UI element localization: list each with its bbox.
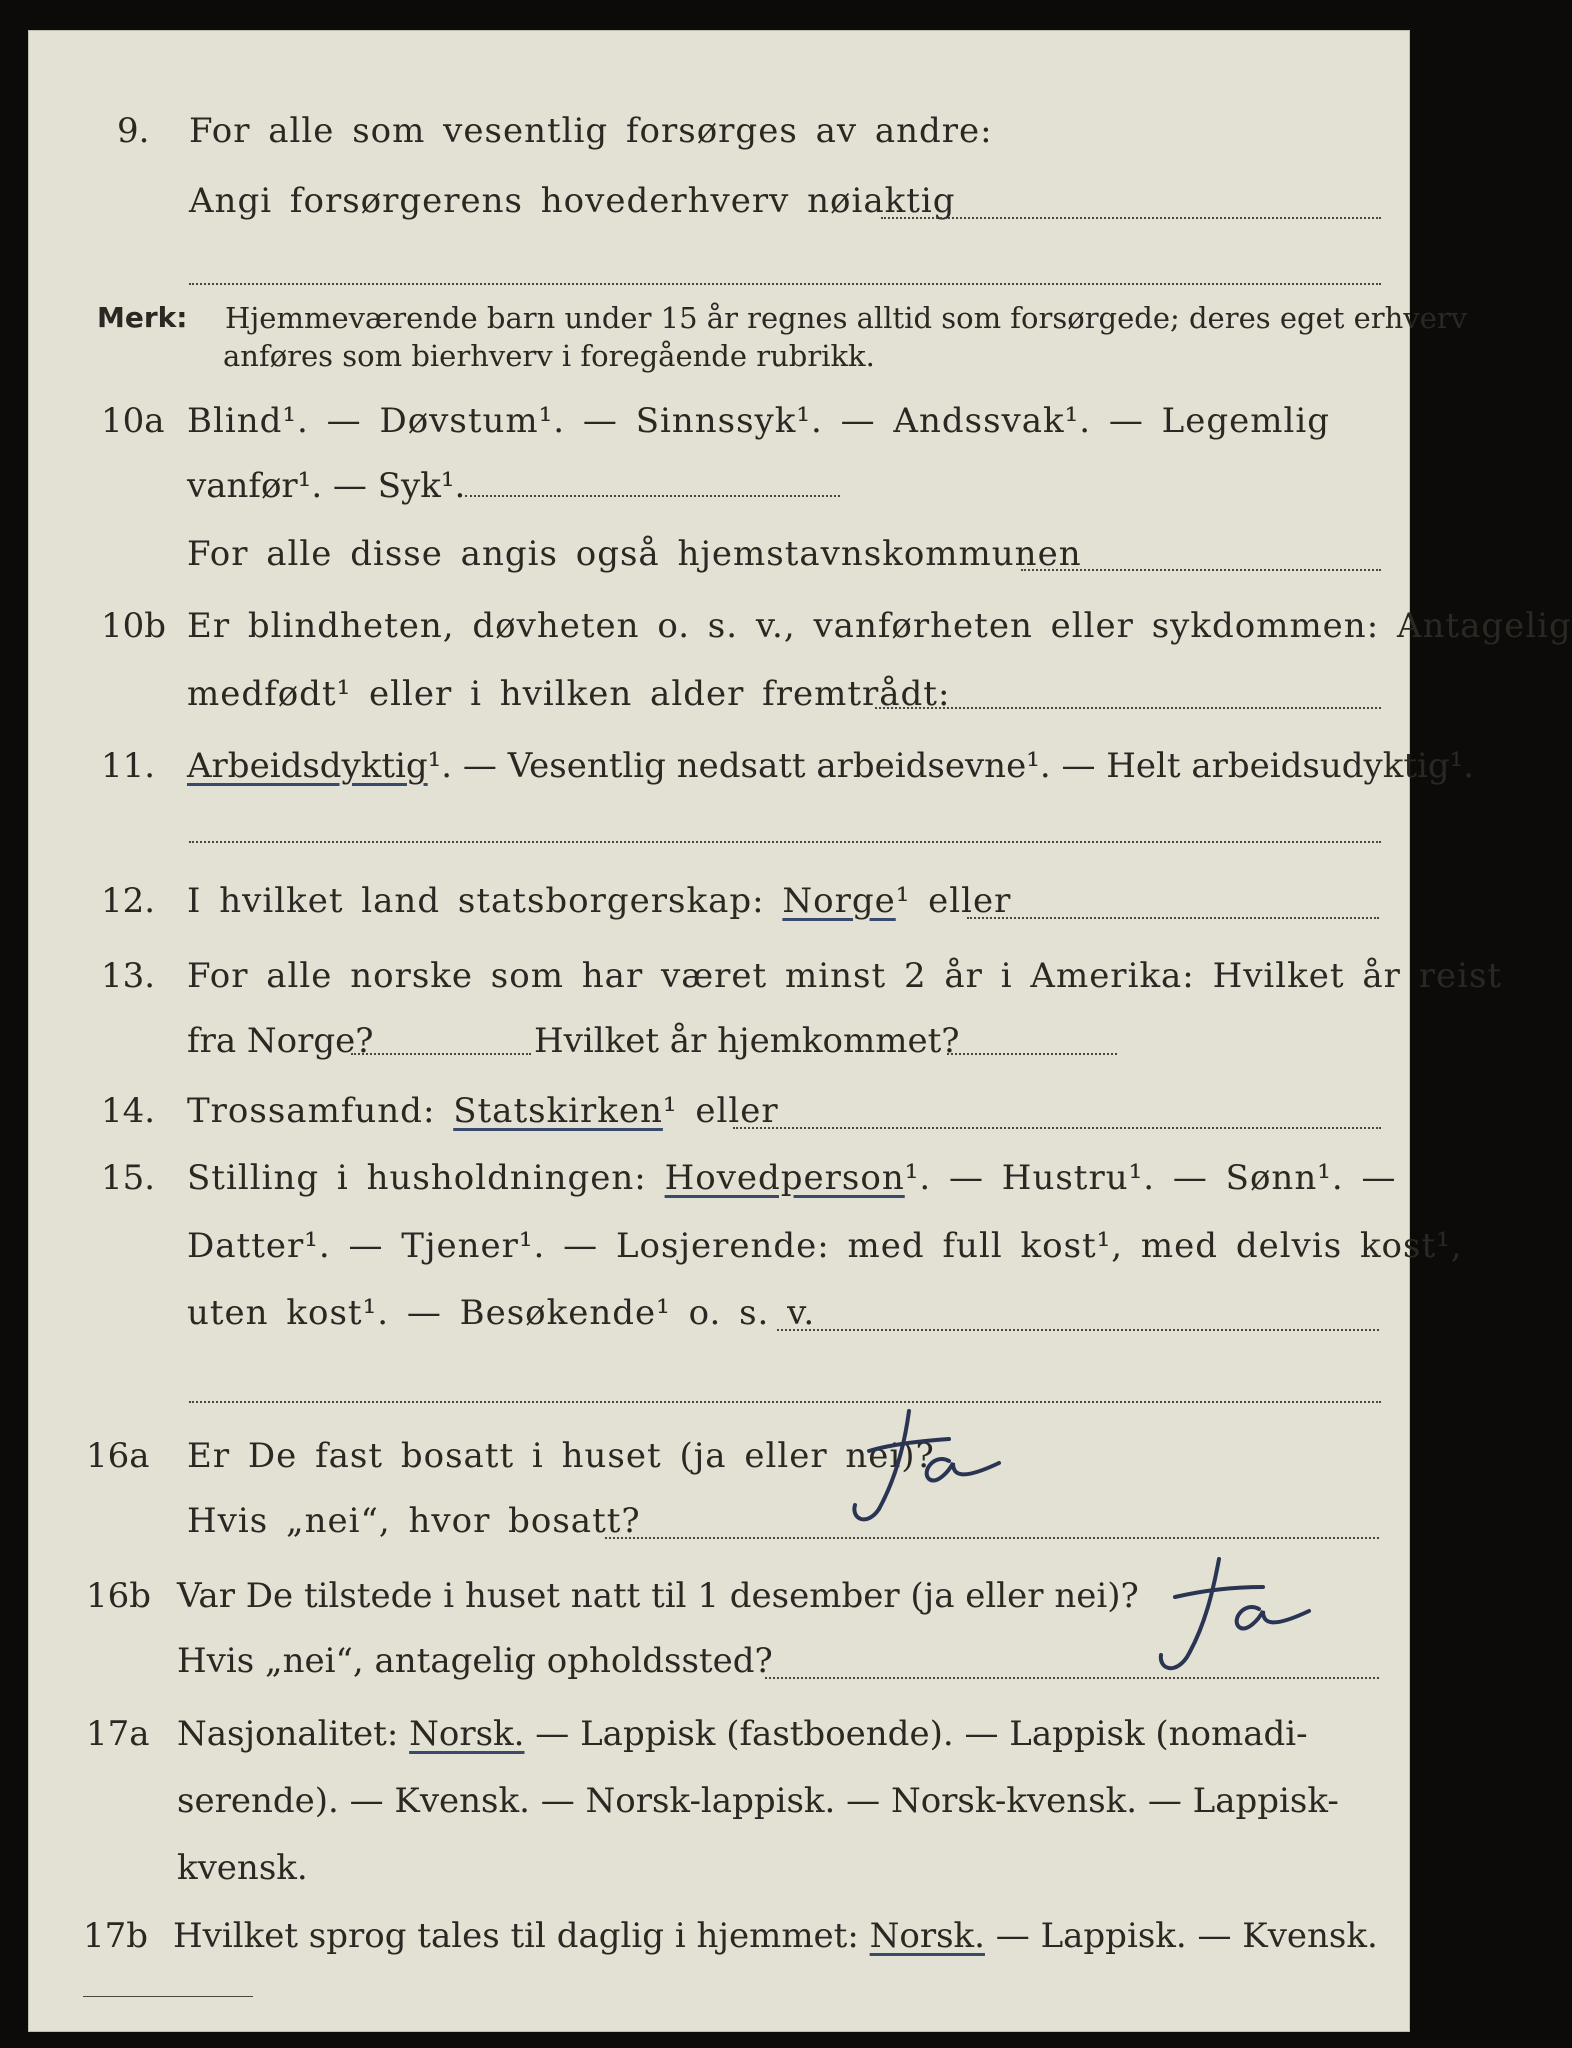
q10a-text3: For alle disse angis også hjemstavnskommunen: [187, 534, 1082, 574]
q9-answer-line: [881, 217, 1381, 219]
q11-answer-line: [189, 841, 1381, 843]
q10a-answer-line: [465, 495, 840, 497]
q9-text2: Angi forsørgerens hovederhverv nøiaktig: [189, 181, 956, 221]
q9-answer-line2: [189, 283, 1381, 285]
q13-line2: [29, 1021, 1409, 1081]
merk-text1: Hjemmeværende barn under 15 år regnes alltid som forsørgede; deres eget erhverv: [225, 301, 1468, 335]
q14-answer-line: [733, 1127, 1381, 1129]
q10b-number: 10b: [101, 606, 167, 646]
q15-text: Stilling i husholdningen:: [187, 1158, 647, 1198]
bottom-rule: [83, 1996, 253, 1997]
q15-text3: uten kost¹. — Besøkende¹ o. s. v.: [187, 1293, 816, 1333]
q13-line1: [29, 956, 1503, 1016]
q10a-hjemstavn-line: [1021, 569, 1381, 571]
q15-answer-line2: [189, 1401, 1381, 1403]
q16a-answer-text: Ja: [849, 1401, 850, 1402]
q17a-text-rest: — Lappisk (fastboende). — Lappisk (nomadi-: [535, 1714, 1308, 1754]
q11-text: ¹. — Vesentlig nedsatt arbeidsevne¹. — Helt arbeidsudyktig¹.: [427, 746, 1475, 786]
q12-text-post: ¹ eller: [895, 881, 1012, 921]
q17b-selected-answer: Norsk.: [869, 1916, 985, 1956]
q16a-text2: Hvis „nei“, hvor bosatt?: [187, 1501, 641, 1541]
q10b-text1: Er blindheten, døvheten o. s. v., vanførheten eller sykdommen: Antagelig: [187, 606, 1572, 646]
q15-number: 15.: [101, 1158, 156, 1198]
q17a-text: Nasjonalitet:: [177, 1714, 399, 1754]
q15-selected-answer: Hovedperson: [664, 1158, 905, 1198]
q13-text1: For alle norske som har været minst 2 år i Amerika: Hvilket år reist: [187, 956, 1503, 996]
q10a-text1: Blind¹. — Døvstum¹. — Sinnssyk¹. — Andssvak¹. — Legemlig: [187, 401, 1330, 441]
q14-text: Trossamfund:: [187, 1091, 436, 1131]
q14-selected-answer: Statskirken: [453, 1091, 663, 1131]
q14-text-post: ¹ eller: [662, 1091, 779, 1131]
q10a-line1: [29, 401, 1409, 461]
q12-line1: [29, 881, 1409, 941]
q15-line2: [29, 1226, 1463, 1286]
q13-number: 13.: [101, 956, 156, 996]
q16b-text2: Hvis „nei“, antagelig opholdssted?: [177, 1641, 773, 1681]
q10a-number: 10a: [101, 401, 165, 441]
q16a-answer-line: [605, 1537, 1379, 1539]
q17a-line1: [29, 1714, 1409, 1774]
merk-text2: anføres som bierhverv i foregående rubrikk.: [223, 339, 875, 373]
q17b-line1: [29, 1916, 1409, 1976]
q9-line1: [29, 111, 1409, 171]
q16a-line1: [29, 1436, 1409, 1496]
q17a-number: 17a: [86, 1714, 150, 1754]
q16b-number: 16b: [86, 1576, 152, 1616]
q16a-number: 16a: [86, 1436, 150, 1476]
q10b-text2: medfødt¹ eller i hvilken alder fremtrådt:: [187, 674, 951, 714]
merk-label: Merk:: [97, 301, 188, 334]
q10b-answer-line: [875, 707, 1381, 709]
q17a-text3: kvensk.: [177, 1848, 308, 1888]
q10b-line1: [29, 606, 1572, 666]
merk-line2: [29, 339, 1409, 399]
q16b-text1: Var De tilstede i huset natt til 1 desember (ja eller nei)?: [177, 1576, 1139, 1616]
q17a-selected-answer: Norsk.: [409, 1714, 525, 1754]
q17b-text: Hvilket sprog tales til daglig i hjemmet:: [173, 1916, 859, 1956]
census-form-page: [28, 30, 1572, 2032]
q14-number: 14.: [101, 1091, 156, 1131]
q10a-line3: [29, 534, 1409, 594]
q15-text-rest: ¹. — Hustru¹. — Sønn¹. —: [904, 1158, 1397, 1198]
q17a-text2: serende). — Kvensk. — Norsk-lappisk. — Norsk-kvensk. — Lappisk-: [177, 1781, 1339, 1821]
q13-hjemkommet-line: [947, 1053, 1117, 1055]
q13-reist-line: [351, 1053, 531, 1055]
q17a-line2: [29, 1781, 1409, 1841]
q15-line3: [29, 1293, 1409, 1353]
q10b-line2: [29, 674, 1409, 734]
q16b-line2: [29, 1641, 1409, 1701]
q17b-text-post: — Lappisk. — Kvensk.: [995, 1916, 1378, 1956]
q11-number: 11.: [101, 746, 156, 786]
q12-text: I hvilket land statsborgerskap:: [187, 881, 765, 921]
q13-text2a: fra Norge?: [187, 1021, 374, 1061]
q9-number: 9.: [117, 111, 150, 151]
q11-line1: [29, 746, 1475, 806]
q12-answer-line: [967, 917, 1379, 919]
q16b-answer-text: Ja: [1153, 1551, 1154, 1552]
q17a-line3: [29, 1848, 1409, 1908]
q14-line1: [29, 1091, 1409, 1151]
q10a-text2: vanfør¹. — Syk¹.: [187, 466, 466, 506]
q13-text2b: Hvilket år hjemkommet?: [534, 1021, 960, 1061]
q17b-number: 17b: [83, 1916, 149, 1956]
q16b-answer-line: [765, 1677, 1379, 1679]
q15-answer-line: [777, 1329, 1379, 1331]
q16a-text1: Er De fast bosatt i huset (ja eller nei)?: [187, 1436, 935, 1476]
q9-text: For alle som vesentlig forsørges av andre:: [189, 111, 993, 151]
q12-number: 12.: [101, 881, 156, 921]
q15-line1: [29, 1158, 1409, 1218]
q15-text2: Datter¹. — Tjener¹. — Losjerende: med full kost¹, med delvis kost¹,: [187, 1226, 1463, 1266]
q9-line2: [29, 181, 1409, 241]
q11-selected-answer: Arbeidsdyktig: [187, 746, 428, 786]
q12-selected-answer: Norge: [782, 881, 896, 921]
